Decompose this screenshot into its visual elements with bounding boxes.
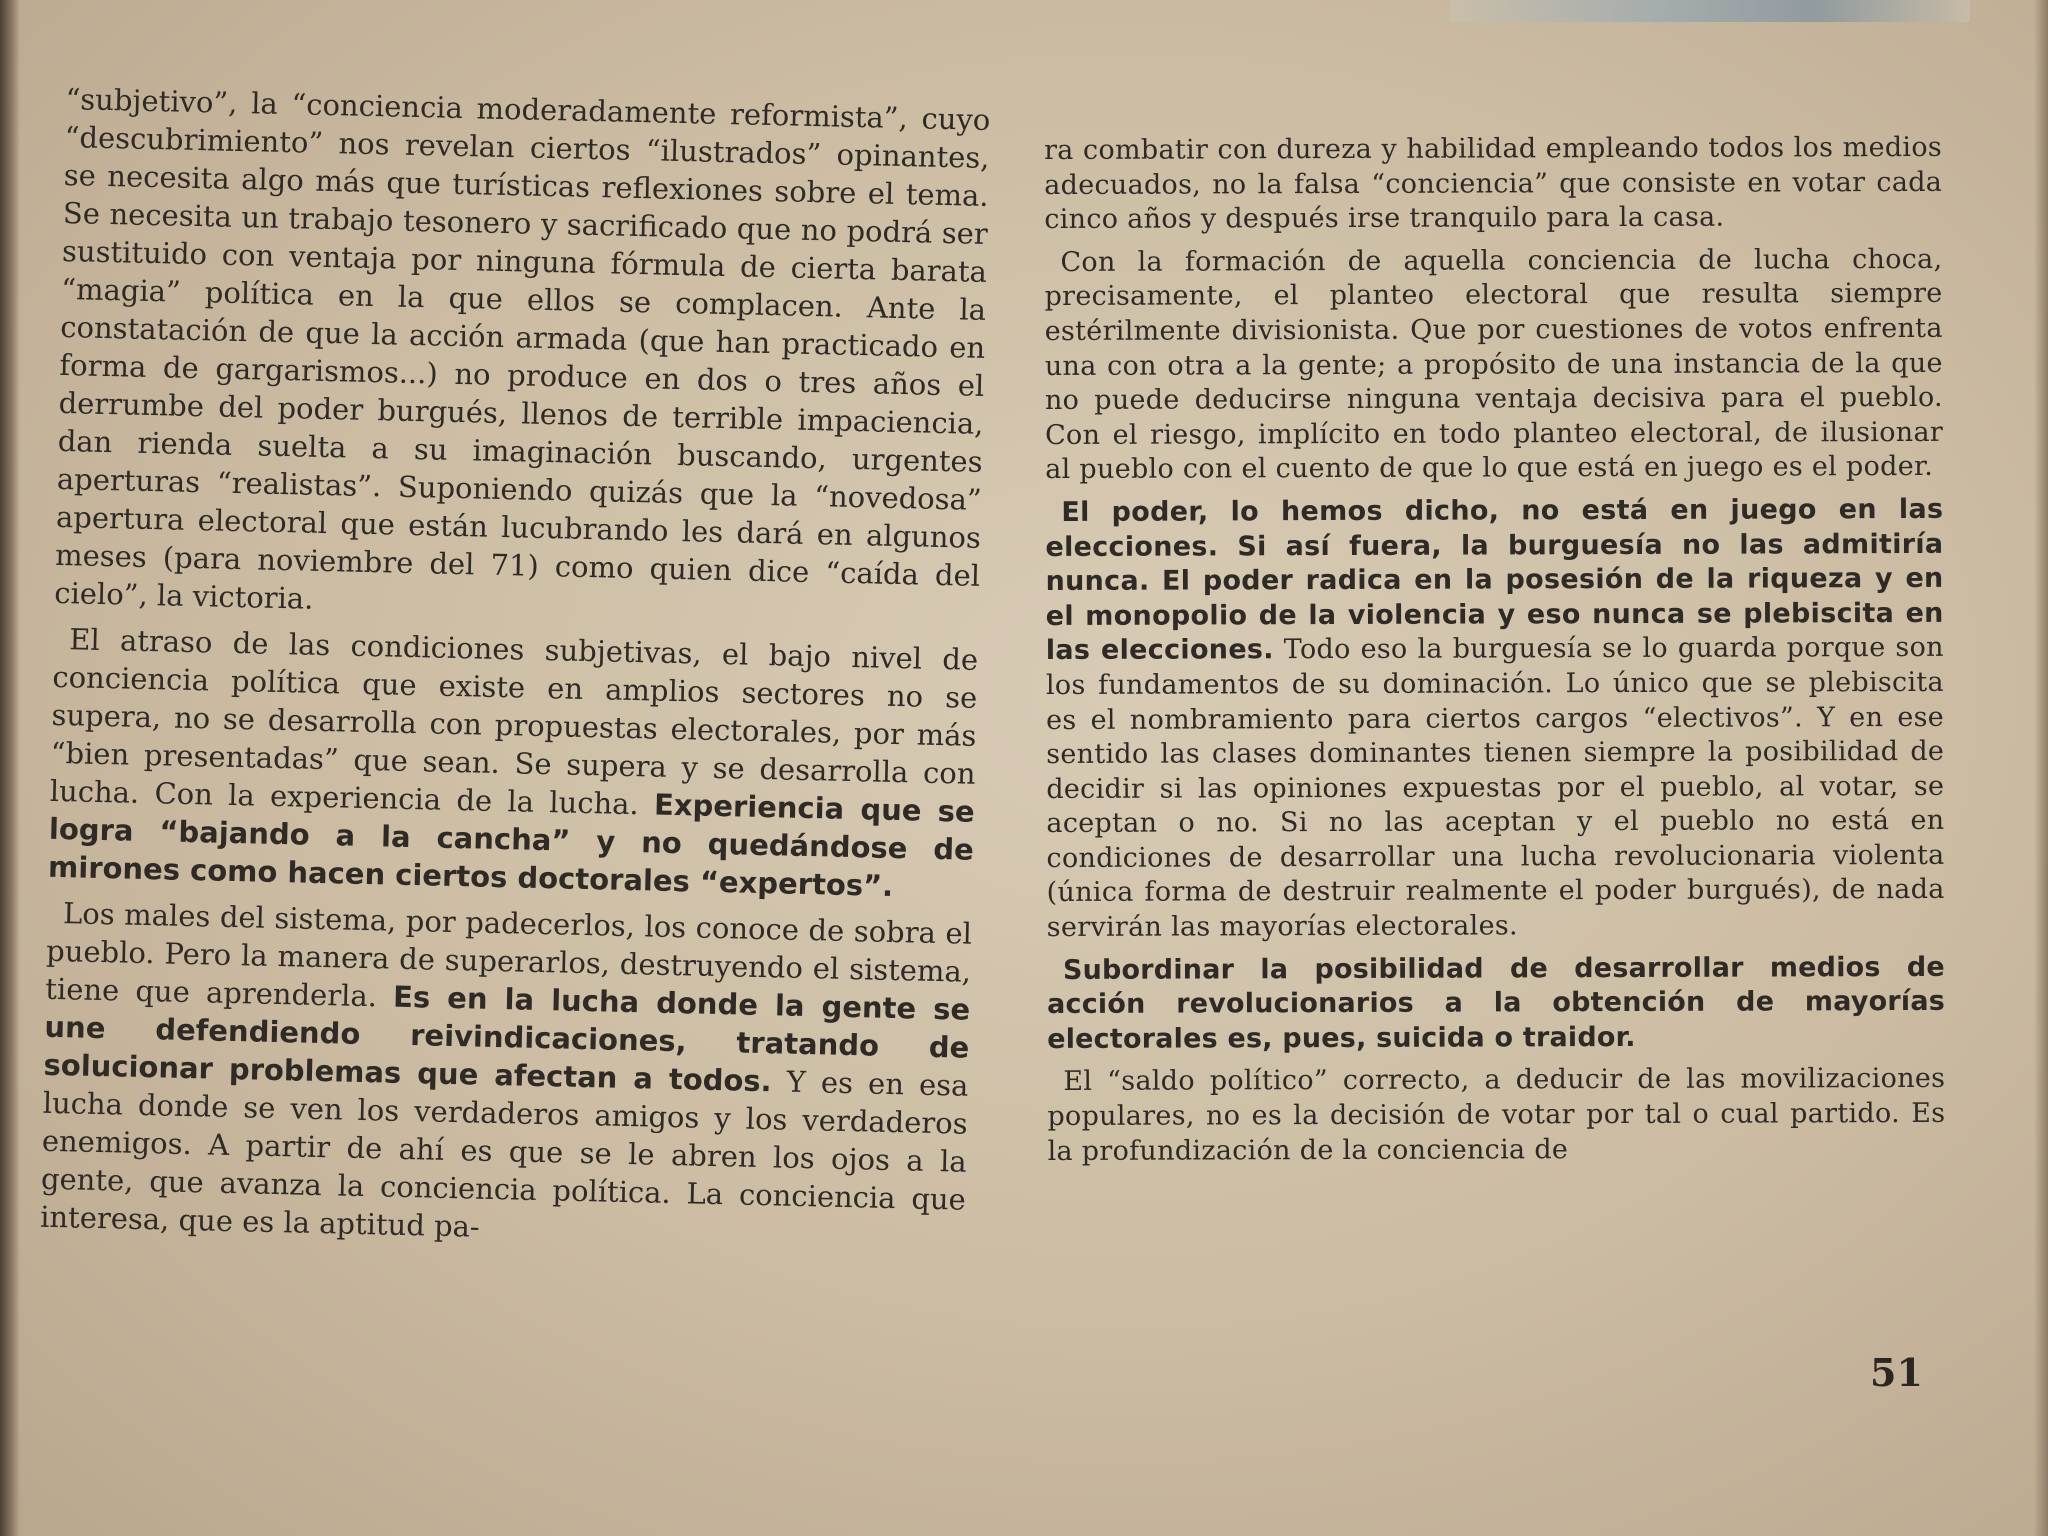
paragraph-bold-text: El poder, lo hemos dicho, no está en juego en las elecciones. Si así fuera, la burguesía no las admitiría nunca. El poder radica en la posesión de la riqueza y en el monopolio de la violencia y eso nunca se plebiscita en las elecciones. — [1045, 493, 1944, 667]
left-column — [40, 80, 991, 1265]
paragraph — [1045, 493, 1945, 946]
paragraph-text: El atraso de las condiciones subjetivas, el bajo nivel de conciencia política que existe en amplios sectores no se supera, no se desarrolla con propuestas electorales, por más “bien presentadas” que sean. Se supera y se desarrolla con lucha. Con la experiencia de la lucha. — [49, 622, 979, 822]
page-edge — [2034, 0, 2048, 1536]
paragraph — [40, 894, 973, 1257]
paragraph-text: Los males del sistema, por padecerlos, los conoce de sobra el pueblo. Pero la manera de superarlos, destruyendo el sistema, tiene que aprenderla. — [44, 896, 973, 1014]
paragraph: Con la formación de aquella conciencia de lucha choca, precisamente, el planteo electoral que resulta siempre estérilmente divisionista. Que por cuestiones de votos enfrenta una con otra a la gente; a propósito de una instancia de la que no puede deducirse ninguna ventaja decisiva para el pueblo. Con el riesgo, implícito en todo planteo electoral, de ilusionar al pueblo con el cuento de que lo que está en juego es el poder. — [1044, 243, 1944, 486]
background-object — [1450, 0, 1970, 22]
page-number: 51 — [1870, 1350, 1923, 1395]
paragraph: Subordinar la posibilidad de desarrollar medios de acción revolucionarios a la obtención de mayorías electorales es, pues, suicida o traidor. — [1046, 951, 1946, 1055]
paragraph-bold-text: Es en la lucha donde la gente se une defendiendo reivindicaciones, tratando de solucionar problemas que afectan a todos. — [43, 979, 971, 1099]
paragraph — [48, 620, 979, 907]
paragraph-text: Todo eso la burguesía se lo guarda porque son los fundamentos de su dominación. Lo único que se plebiscita es el nombramiento para ciertos cargos “electivos”. Y en ese sentido las clases dominantes tienen siempre la posibilidad de decidir si las opiniones expuestas por el pueblo, al votar, se aceptan o no. Si no las aceptan y el pueblo no está en condiciones de desarrollar una lucha revolucionaria violenta (única forma de destruir realmente el poder burgués), de nada servirán las mayorías electorales. — [1045, 632, 1945, 944]
right-column — [1044, 131, 1946, 1177]
paragraph-text: Y es en esa lucha donde se ven los verdaderos amigos y los verdaderos enemigos. A partir de ahí es que se le abren los ojos a la gente, que avanza la conciencia política. La conciencia que interesa, que es la aptitud pa- — [39, 1064, 969, 1244]
paragraph: “subjetivo”, la “conciencia moderadamente reformista”, cuyo “descubrimiento” nos revelan ciertos “ilustrados” opinantes, se necesita algo más que turísticas reflexiones sobre el tema. Se necesita un trabajo tesonero y sacrificado que no podrá ser sustituido con ventaja por ninguna fórmula de cierta barata “magia” política en la que ellos se complacen. Ante la constatación de que la acción armada (que han practicado en forma de gargarismos...) no produce en dos o tres años el derrumbe del poder burgués, llenos de terrible impaciencia, dan rienda suelta a su imaginación buscando, urgentes aperturas “realistas”. Suponiendo quizás que la “novedosa” apertura electoral que están lucubrando les dará en algunos meses (para noviembre del 71) como quien dice “caída del cielo”, la victoria. — [53, 81, 991, 616]
paragraph: ra combatir con dureza y habilidad empleando todos los medios adecuados, no la falsa “conciencia” que consiste en votar cada cinco años y después irse tranquilo para la casa. — [1044, 131, 1943, 236]
paragraph: El “saldo político” correcto, a deducir de las movilizaciones populares, no es la decisión de votar por tal o cual partido. Es la profundización de la conciencia de — [1047, 1063, 1946, 1167]
paragraph-bold-text: Experiencia que se logra “bajando a la cancha” y no quedándose de mirones como hacen ciertos doctorales “expertos”. — [47, 787, 976, 903]
book-spine — [0, 0, 20, 1536]
